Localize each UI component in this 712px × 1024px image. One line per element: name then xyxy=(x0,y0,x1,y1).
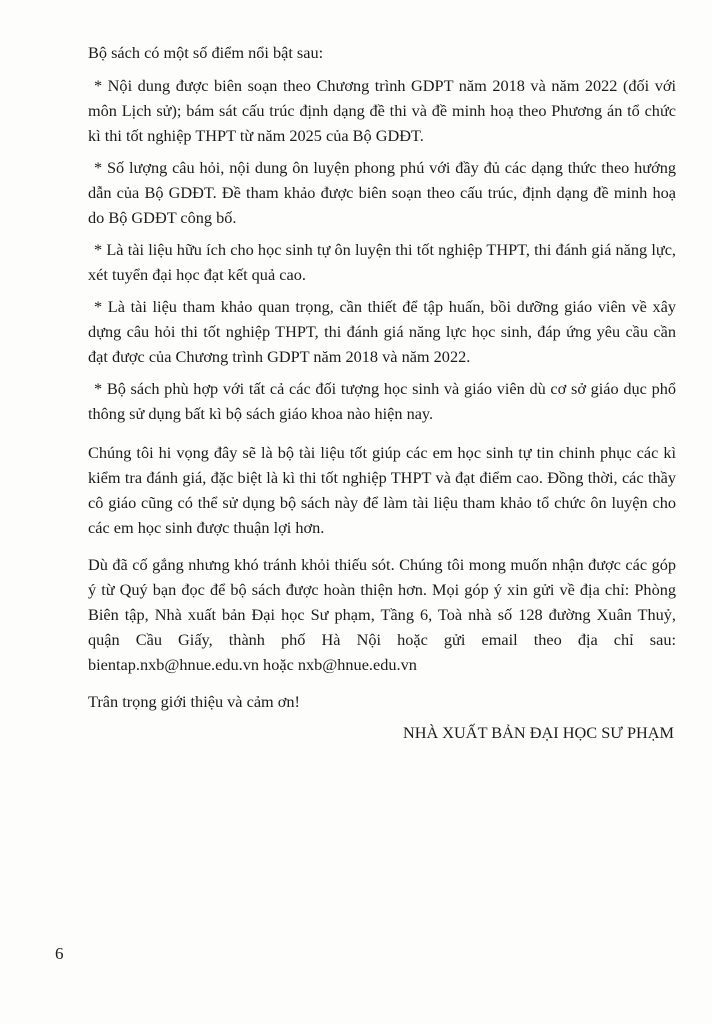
publisher-signature: NHÀ XUẤT BẢN ĐẠI HỌC SƯ PHẠM xyxy=(402,723,674,742)
page-body xyxy=(88,40,676,745)
intro-line: Bộ sách có một số điểm nổi bật sau: xyxy=(88,43,324,62)
feature-bullet-5: * Bộ sách phù hợp với tất cả các đối tượng học sinh và giáo viên dù cơ sở giáo dục phổ thông sử dụng bất kì bộ sách giáo khoa nào hiện nay. xyxy=(88,379,676,423)
page-number: 6 xyxy=(55,944,64,963)
feature-bullet-3: * Là tài liệu hữu ích cho học sinh tự ôn luyện thi tốt nghiệp THPT, thi đánh giá năng lực, xét tuyển đại học đạt kết quả cao. xyxy=(88,240,676,284)
hope-paragraph: Chúng tôi hi vọng đây sẽ là bộ tài liệu tốt giúp các em học sinh tự tin chinh phục các kì kiểm tra đánh giá, đặc biệt là kì thi tốt nghiệp THPT và đạt điểm cao. Đồng thời, các thầy cô giáo cũng có thể sử dụng bộ sách này để làm tài liệu tham khảo tổ chức ôn luyện cho các em học sinh được thuận lợi hơn. xyxy=(88,443,676,537)
thanks-line: Trân trọng giới thiệu và cảm ơn! xyxy=(88,692,300,711)
feature-bullet-2: * Số lượng câu hỏi, nội dung ôn luyện phong phú với đầy đủ các dạng thức theo hướng dẫn của Bộ GDĐT. Đề tham khảo được biên soạn theo cấu trúc, định dạng đề minh hoạ do Bộ GDĐT công bố. xyxy=(88,158,676,227)
feature-bullet-1: * Nội dung được biên soạn theo Chương trình GDPT năm 2018 và năm 2022 (đối với môn Lịch sử); bám sát cấu trúc định dạng đề thi và đề minh hoạ theo Phương án tổ chức kì thi tốt nghiệp THPT từ năm 2025 của Bộ GDĐT. xyxy=(88,76,676,145)
feature-bullet-4: * Là tài liệu tham khảo quan trọng, cần thiết để tập huấn, bồi dưỡng giáo viên về xây dựng câu hỏi thi tốt nghiệp THPT, thi đánh giá năng lực học sinh, đáp ứng yêu cầu cần đạt được của Chương trình GDPT năm 2018 và năm 2022. xyxy=(88,297,676,366)
feedback-paragraph: Dù đã cố gắng nhưng khó tránh khỏi thiếu sót. Chúng tôi mong muốn nhận được các góp ý từ Quý bạn đọc để bộ sách được hoàn thiện hơn. Mọi góp ý xin gửi về địa chỉ: Phòng Biên tập, Nhà xuất bản Đại học Sư phạm, Tầng 6, Toà nhà số 128 đường Xuân Thuỷ, quận Cầu Giấy, thành phố Hà Nội hoặc gửi email theo địa chỉ sau: bientap.nxb@hnue.edu.vn hoặc nxb@hnue.edu.vn xyxy=(88,555,676,674)
